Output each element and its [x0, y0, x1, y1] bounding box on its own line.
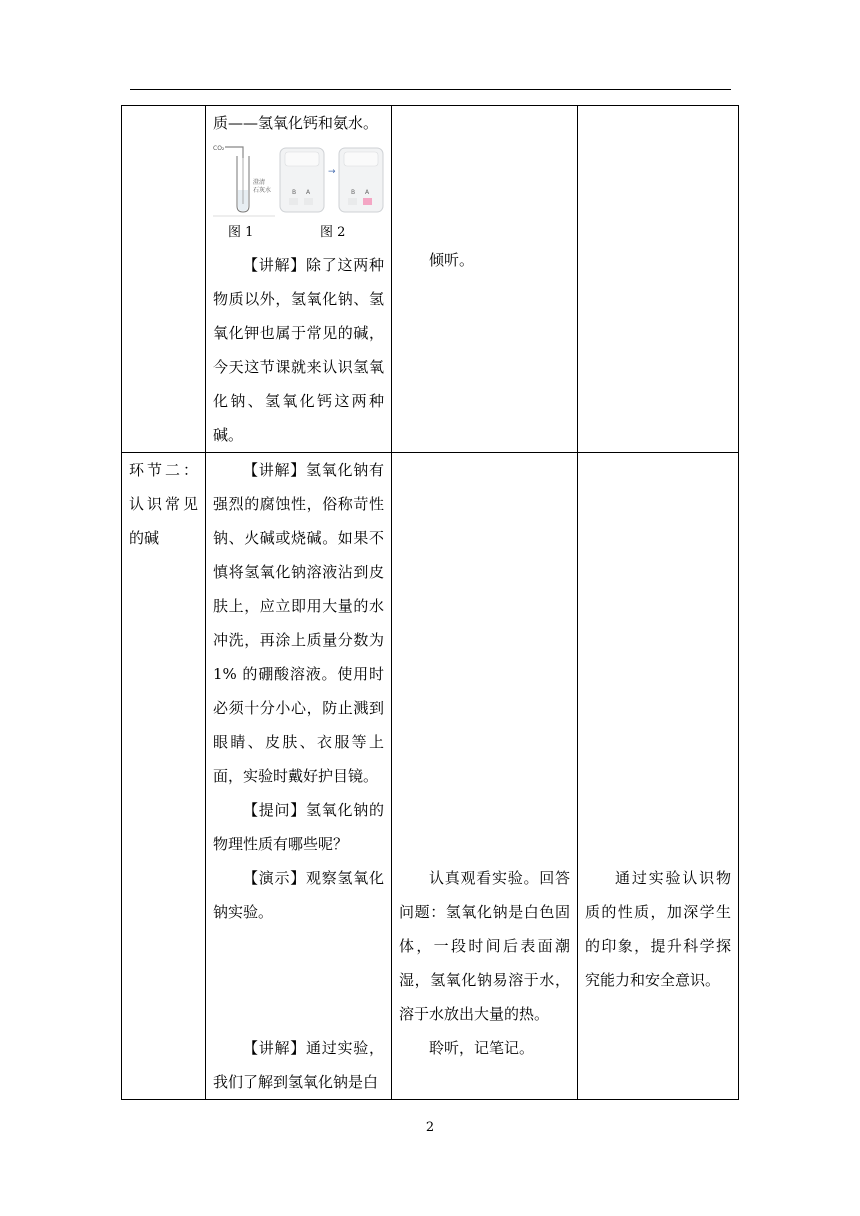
lecture-text: 【讲解】氢氧化钠有强烈的腐蚀性，俗称苛性钠、火碱或烧碱。如果不慎将氢氧化钠溶液沾到皮肤上，应立即用大量的水冲洗，再涂上质量分数为 1% 的硼酸溶液。使用时必须十分小心，防止溅到眼睛、皮肤、衣服等上面，实验时戴好护目镜。	[213, 461, 384, 785]
stage-cell	[122, 453, 206, 1100]
student-activity-cell	[392, 453, 578, 1100]
page-number: 2	[425, 1120, 435, 1135]
svg-text:澄清: 澄清	[253, 179, 266, 186]
demo-text: 【演示】观察氢氧化钠实验。	[213, 869, 384, 921]
table-row	[122, 453, 739, 1100]
experiment-illustration	[213, 142, 385, 218]
design-intent-text: 通过实验认识物质的性质，加深学生的印象，提升科学探究能力和安全意识。	[585, 869, 731, 989]
header-rule	[130, 89, 731, 90]
table-row	[122, 106, 739, 453]
notes-text: 聆听，记笔记。	[429, 1039, 535, 1057]
teacher-activity-cell	[206, 106, 392, 453]
svg-text:石灰水: 石灰水	[253, 187, 272, 194]
figure-1-caption: 图 1	[228, 225, 254, 240]
stage-cell	[122, 106, 206, 453]
jar-before-figure	[280, 148, 324, 212]
figure-captions	[213, 218, 384, 248]
observe-text: 认真观看实验。回答问题：氢氧化钠是白色固体，一段时间后表面潮湿，氢氧化钠易溶于水，溶于水放出大量的热。	[399, 869, 570, 1023]
student-activity-cell	[392, 106, 578, 453]
test-tube-figure	[213, 145, 275, 216]
question-text: 【提问】氢氧化钠的物理性质有哪些呢？	[213, 801, 384, 853]
svg-text:A: A	[365, 189, 370, 196]
jar-after-figure	[339, 148, 383, 212]
lecture-text-2: 【讲解】通过实验，我们了解到氢氧化钠是白	[213, 1039, 384, 1091]
listen-text: 倾听。	[429, 251, 475, 269]
lesson-plan-table	[121, 105, 739, 1100]
figure-2-caption: 图 2	[320, 225, 346, 240]
stage-label: 环节二：认识常见的碱	[129, 461, 198, 547]
co2-label: CO₂	[213, 145, 225, 152]
arrow-icon: →	[328, 167, 336, 177]
svg-text:A: A	[306, 189, 311, 196]
design-intent-cell	[578, 106, 739, 453]
design-intent-cell	[578, 453, 739, 1100]
svg-text:B: B	[351, 189, 356, 196]
lecture-text: 【讲解】除了这两种物质以外，氢氧化钠、氢氧化钾也属于常见的碱，今天这节课就来认识氢氧化钠、氢氧化钙这两种碱。	[213, 256, 384, 444]
intro-text: 质——氢氧化钙和氨水。	[213, 114, 379, 132]
teacher-activity-cell	[206, 453, 392, 1100]
svg-text:B: B	[292, 189, 297, 196]
experiment-figures	[213, 142, 384, 218]
